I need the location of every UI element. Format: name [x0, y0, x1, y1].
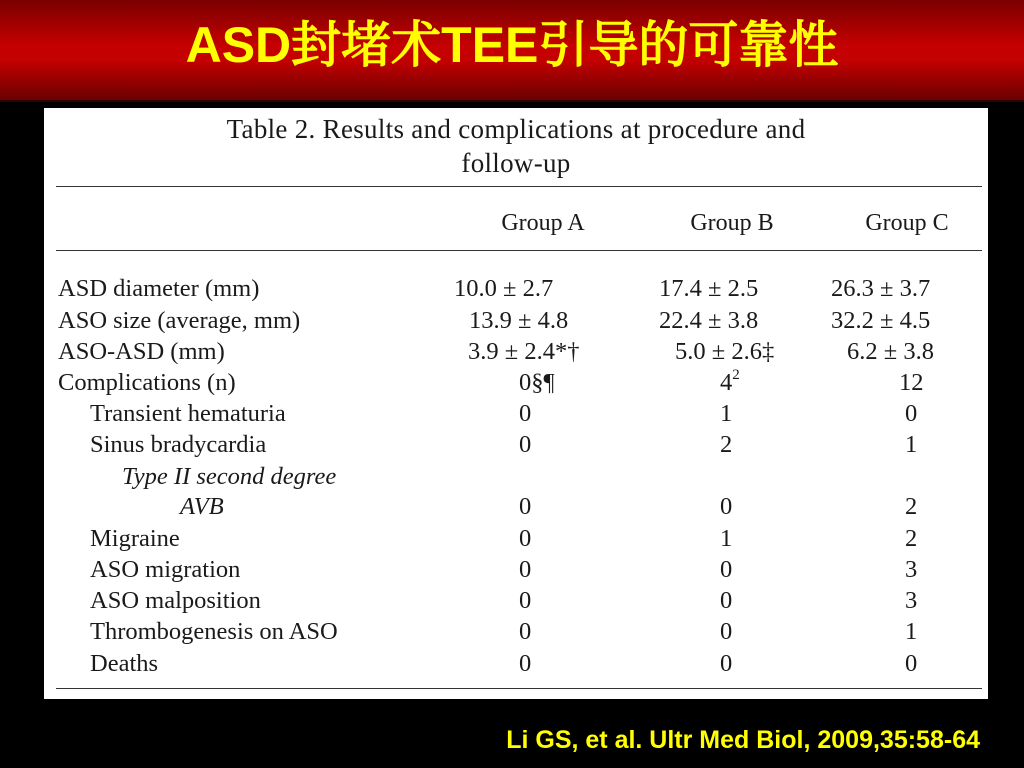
table-row	[44, 305, 988, 336]
cell-group-a: 0	[519, 618, 532, 645]
cell-group-c: 26.3 ± 3.7	[831, 275, 931, 302]
column-header-group-a: Group A	[501, 210, 585, 236]
cell-group-c: 3	[905, 587, 918, 614]
cell-group-c: 6.2 ± 3.8	[847, 338, 934, 365]
row-label: ASO size (average, mm)	[58, 307, 301, 334]
table-top-rule	[56, 186, 982, 187]
table-caption-line1: Table 2. Results and complications at procedure and	[226, 114, 806, 144]
cell-group-a: 0	[519, 650, 532, 677]
cell-group-c: 2	[905, 525, 918, 552]
table-row	[44, 461, 988, 492]
header-bottom-rule	[56, 250, 982, 251]
cell-group-a: 13.9 ± 4.8	[469, 307, 569, 334]
table-row	[44, 398, 988, 429]
cell-group-c: 0	[905, 650, 918, 677]
row-label: ASO migration	[90, 556, 241, 583]
cell-group-a: 3.9 ± 2.4*†	[468, 338, 580, 365]
column-header-group-c: Group C	[865, 210, 949, 236]
cell-group-b: 22.4 ± 3.8	[659, 307, 759, 334]
row-label: Thrombogenesis on ASO	[90, 618, 338, 645]
cell-group-a: 0	[519, 431, 532, 458]
table-row	[44, 491, 988, 522]
table-row	[44, 554, 988, 585]
cell-group-b: 1	[720, 400, 733, 427]
row-label: ASO malposition	[90, 587, 261, 614]
cell-group-b: 0	[720, 556, 733, 583]
row-label: Transient hematuria	[90, 400, 286, 427]
cell-group-a: 0	[519, 493, 532, 520]
row-label: ASO-ASD (mm)	[58, 338, 225, 365]
cell-group-b: 0	[720, 650, 733, 677]
table-row	[44, 616, 988, 647]
citation: Li GS, et al. Ultr Med Biol, 2009,35:58-64	[506, 726, 980, 754]
table-caption-line2: follow-up	[461, 148, 571, 178]
cell-group-b: 2	[720, 431, 733, 458]
row-label: Type II second degree	[122, 463, 337, 490]
cell-group-b: 0	[720, 493, 733, 520]
cell-group-a: 0	[519, 525, 532, 552]
cell-group-a: 10.0 ± 2.7	[454, 275, 554, 302]
cell-group-b-superscript: 2	[732, 366, 740, 383]
table-row	[44, 273, 988, 304]
table-row	[44, 585, 988, 616]
cell-group-a: 0§¶	[519, 369, 555, 396]
table-row	[44, 523, 988, 554]
table-row	[44, 367, 988, 398]
cell-group-c: 2	[905, 493, 918, 520]
table-row	[44, 429, 988, 460]
table-caption	[44, 112, 988, 180]
row-label: ASD diameter (mm)	[58, 275, 260, 302]
cell-group-b: $4^2$	[720, 366, 740, 396]
column-header-group-b: Group B	[690, 210, 774, 236]
row-label: Sinus bradycardia	[90, 431, 267, 458]
row-label: Complications (n)	[58, 369, 236, 396]
cell-group-b: 0	[720, 618, 733, 645]
cell-group-c: 12	[899, 369, 924, 396]
row-label: Deaths	[90, 650, 159, 677]
cell-group-a: 0	[519, 556, 532, 583]
cell-group-b: 5.0 ± 2.6‡	[675, 338, 775, 365]
row-label: AVB	[180, 493, 224, 520]
cell-group-a: 0	[519, 587, 532, 614]
cell-group-b: 1	[720, 525, 733, 552]
cell-group-c: 3	[905, 556, 918, 583]
table-row	[44, 336, 988, 367]
table-panel	[44, 108, 988, 699]
cell-group-c: 0	[905, 400, 918, 427]
table-row	[44, 648, 988, 679]
cell-group-c: 32.2 ± 4.5	[831, 307, 931, 334]
cell-group-c: 1	[905, 618, 918, 645]
cell-group-a: 0	[519, 400, 532, 427]
cell-group-c: 1	[905, 431, 918, 458]
row-label: Migraine	[90, 525, 180, 552]
cell-group-b: 0	[720, 587, 733, 614]
slide-title: ASD封堵术TEE引导的可靠性	[185, 17, 839, 73]
cell-group-b: 17.4 ± 2.5	[659, 275, 759, 302]
table-bottom-rule	[56, 688, 982, 689]
